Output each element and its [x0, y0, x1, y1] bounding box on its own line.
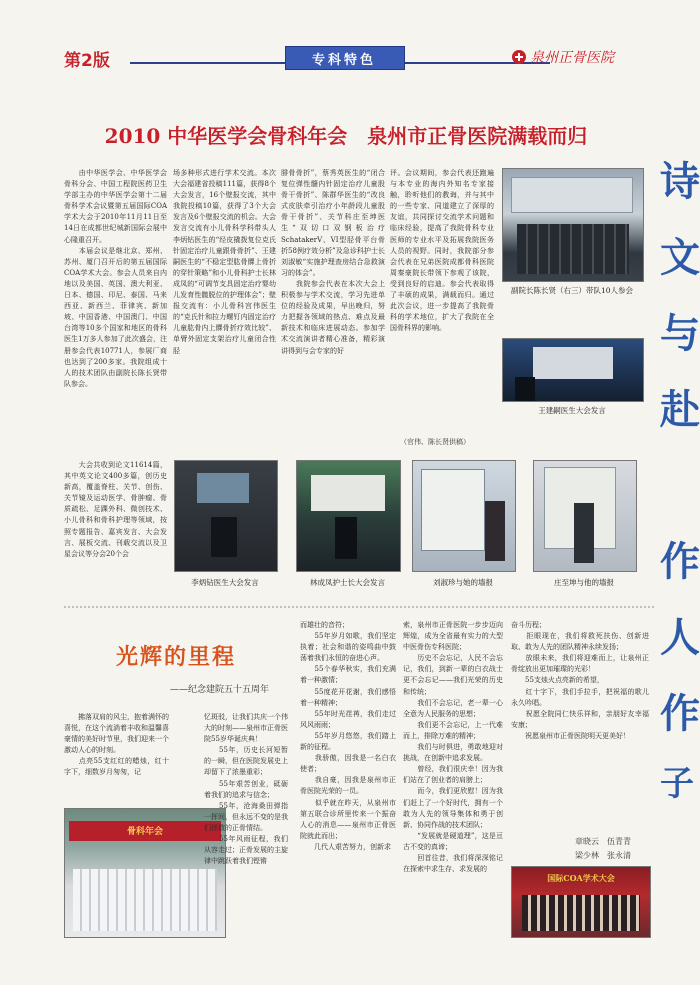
poem-authors-1: 章晓云 伍青青: [575, 837, 631, 846]
photo-caption-2: 王建嗣医生大会发言: [538, 406, 606, 415]
margin-char-3: 与: [660, 310, 700, 357]
header-bar: [48, 44, 648, 70]
photo-speaker-wang: [502, 338, 644, 402]
section-title: 专科特色: [311, 53, 376, 68]
headline: 2010 中华医学会骨科年会 泉州市正骨医院满载而归: [104, 124, 588, 148]
photo-poster-zhuang: [533, 460, 637, 572]
poem-authors-2: 梁少林 张永清: [575, 851, 631, 860]
photo-speaker-lin: [296, 460, 401, 572]
photo-caption-5: 刘淑珍与她的墙报: [433, 578, 493, 587]
hospital-logo-icon: [512, 50, 526, 64]
article-byline: （官伟、陈长贤供稿）: [400, 438, 470, 446]
photo-speaker-li: [174, 460, 278, 572]
banner-text-right: 国际COA学术大会: [547, 873, 615, 883]
poem-subtitle: ——纪念建院五十五周年: [170, 685, 270, 695]
photo-anniversary-group: [64, 808, 226, 938]
photo-poster-liu: [412, 460, 516, 572]
margin-char-7: 作: [660, 690, 700, 737]
margin-char-6: 人: [660, 614, 700, 661]
poem-col-b: 忆斑驳，让我们共庆一个伟大的时刻——泉州市正骨医院55岁华诞庆典！ 55年，历史长河短暂的一瞬，但在医院发展史上却留下了浓墨重彩； 55年艰苦创业，砥砺着我们的追求与信念； 55年，沧海桑田弹指一挥间，但永远不变的是我们拯救的正骨情结。 55年风雨征程，我们从容走过；正骨发展的主旋律中跳跃着我们铿锵: [204, 713, 288, 866]
paper-name: 泉州正骨医院: [530, 50, 614, 66]
article-col-4: 评。会议期间，参会代表还跑遍与本专业的海内外知名专家接触，聆听他们的教诲，并与其中的一些专家、同道建立了深厚的友谊，共同探讨交流学术问题和临床经验，提高了我院骨科专业医师的专业水平及拓展我院医务人员的视野。同时，我院部分参会代表在兄弟医院成都骨科医院周秦豪院长带领下参观了该院，受到良好的启迪。参会代表取得了丰硕的成果，满载而归。通过此次会议，进一步提高了我院骨科的学术地位，扩大了我院在全国骨科界的影响。: [390, 169, 494, 333]
photo-caption-4: 林成凤护士长大会发言: [310, 578, 385, 587]
poem-col-d: 索，泉州市正骨医院一步步迈向辉煌，成为全省最有实力的大型中医骨伤专科医院； 历史不会忘记，人民不会忘记，我们，到新一辈的白衣战士更不会忘记——我们光荣的历史和传统； 我们不会忘记，老一辈一心全意为人民服务的思想； 我们更不会忘记，上一代难而上，排除万难的精神； 我们与时俱进，勇敢地迎对挑战，在创新中追求发展。 曾经，我们很庆幸！因为我们站在了创业者的肩膀上； 而今，我们更欣慰！因为我们赶上了一个好时代，拥有一个敢为人先的领导集体和勇于创新、协同作战的技术团队； “发展就是硬道理”，这是亘古不变的真谛； 回首往昔，我们将深深铭记在探索中求生存、求发展的: [403, 621, 503, 874]
photo-anniversary-stage: [511, 866, 651, 938]
photo-caption-1: 副院长陈长贤（右三）带队10人参会: [510, 286, 634, 295]
photo-group-delegation: [502, 168, 644, 282]
article-col-1a: 由中华医学会、中华医学会骨科分会、中国工程院医药卫生学部主办的中华医学会第十二届骨科学术会议暨第五届国际COA学术大会于2010年11月11日至14日在成都世纪城新国际会展中心隆重召开。 本届会议是继北京、郑州、苏州、厦门召开后的第五届国际COA学术大会。参会人员来自内地以及美国、英国、澳大利亚、日本、德国、印尼、泰国、马来西亚、新西兰、菲律宾、新加坡、中国香港、中国澳门、中国台湾等10多个国家和地区的骨科医生1万多人参加了此次盛会，注册参会代表10771人，参展厂商也达到了200多家。我院组成十人的技术团队由副院长陈长贤带队参会。: [64, 169, 167, 388]
poem-col-e: 奋斗历程； 拒眼现在，我们将救死扶伤、创新进取、敢为人先的团队精神永续发扬； 放眼未来，我们将迎难而上，让泉州正骨绽放出更加璀璨的光彩！ 55支烛火点亮新的希望， 红十字下，我们手拉手，把祝福的歌儿永久吟唱。 祝愿全院同仁快乐祥和，亲朋好友幸福安康； 祝愿泉州市正骨医院明天更美好！: [511, 621, 649, 740]
margin-char-5: 作: [660, 538, 700, 585]
article-col-1b: 大会共收到论文11614篇，其中英文论文400多篇，创历史新高，覆盖脊柱、关节、创伤、关节镜及运动医学、骨肿瘤、骨质疏松、足踝外科、微创技术、小儿骨科和骨科护理等领域，按照专题报告、嘉宾发言、大会发言、展板交流、刊载交流以及卫星会议等分会20个会: [64, 461, 167, 558]
poem-intro: 拂落双肩的风尘，抱着满怀的喜悦，在这个流淌着丰收和温馨喜豪情的美好时节里，我们迎来一个激动人心的时刻。 点亮55支红红的蜡烛，红十字下，细数岁月匆匆，记: [64, 713, 169, 777]
margin-char-4: 赴: [660, 386, 700, 433]
right-margin-fragment: [654, 150, 700, 804]
photo-caption-3: 李炳钻医生大会发言: [191, 578, 259, 587]
article-col-2: 场多种形式进行学术交流。本次大会福建省投稿111篇，获得8个大会发言，16个壁报交流，其中我院投稿10篇，获得了3个大会发言及6个壁报交流的机会。大会发言交流有小儿骨科学科带头人李炳钻医生的“经皮撬拨复位克氏针固定治疗儿童跟骨骨折”、王建嗣医生的“不稳定型肱骨髁上骨折的穿针策略”和小儿骨科护士长林成凤的“可调节支具固定治疗婴幼儿发育性髋脱位的护理体会”；壁报交流有：小儿骨科宫伟医生的“克氏针和拉力螺钉内固定治疗儿童肱骨内上髁骨折疗效比较”、单臂外固定支架治疗儿童闭合性胫: [173, 169, 276, 355]
margin-char-2: 文: [660, 234, 700, 281]
margin-char-8: 子: [660, 764, 694, 804]
banner-text-left: 骨科年会: [126, 827, 163, 837]
section-divider: [64, 606, 654, 608]
photo-caption-6: 庄至坤与他的墙报: [554, 578, 614, 587]
poem-title: 光辉的里程: [116, 644, 237, 670]
margin-char-1: 诗: [660, 158, 700, 205]
article-col-3: 腓骨骨折”，蔡秀英医生的“闭合复位弹性髓内针固定治疗儿童股骨干骨折”、陈群华医生的“改良式皮肤牵引治疗小年龄段儿童股骨干骨折”、关节科庄至坤医生“双切口双钢板治疗SchatakerV、VI型胫骨平台骨折58例疗效分析”及急诊科护士长刘淑敏“实施护理查房结合急救演习的体会”。 我院参会代表在本次大会上积极参与学术交流，学习先进单位的经验及成果，早出晚归，努力把握各领域的热点、难点及最新技术和临床进展动态。参加学术交流演讲者精心准备，精彩演讲得到与会专家的好: [281, 169, 385, 355]
edition-label: 第2版: [64, 51, 110, 71]
poem-col-c: 而雄壮的音符； 55年岁月如歌，我们坚定执着；社会和谐的姿鸣曲中鼓荡着我们永恒的奋进心声。 55个春华秋实，我们充满着一种激情； 55度花开花谢，我们感悟着一种精神； 55年时光荏苒，我们走过风风雨雨； 55年岁月悠悠，我们踏上新的征程。 我骄傲，因我是一名白衣使者； 我自豪，因我是泉州市正骨医院光荣的一员。 似乎就在昨天，从泉州市第五联合诊所里传来一个振奋人心的消息——泉州市正骨医院就此而出； 几代人艰苦努力，创新求: [300, 621, 396, 851]
